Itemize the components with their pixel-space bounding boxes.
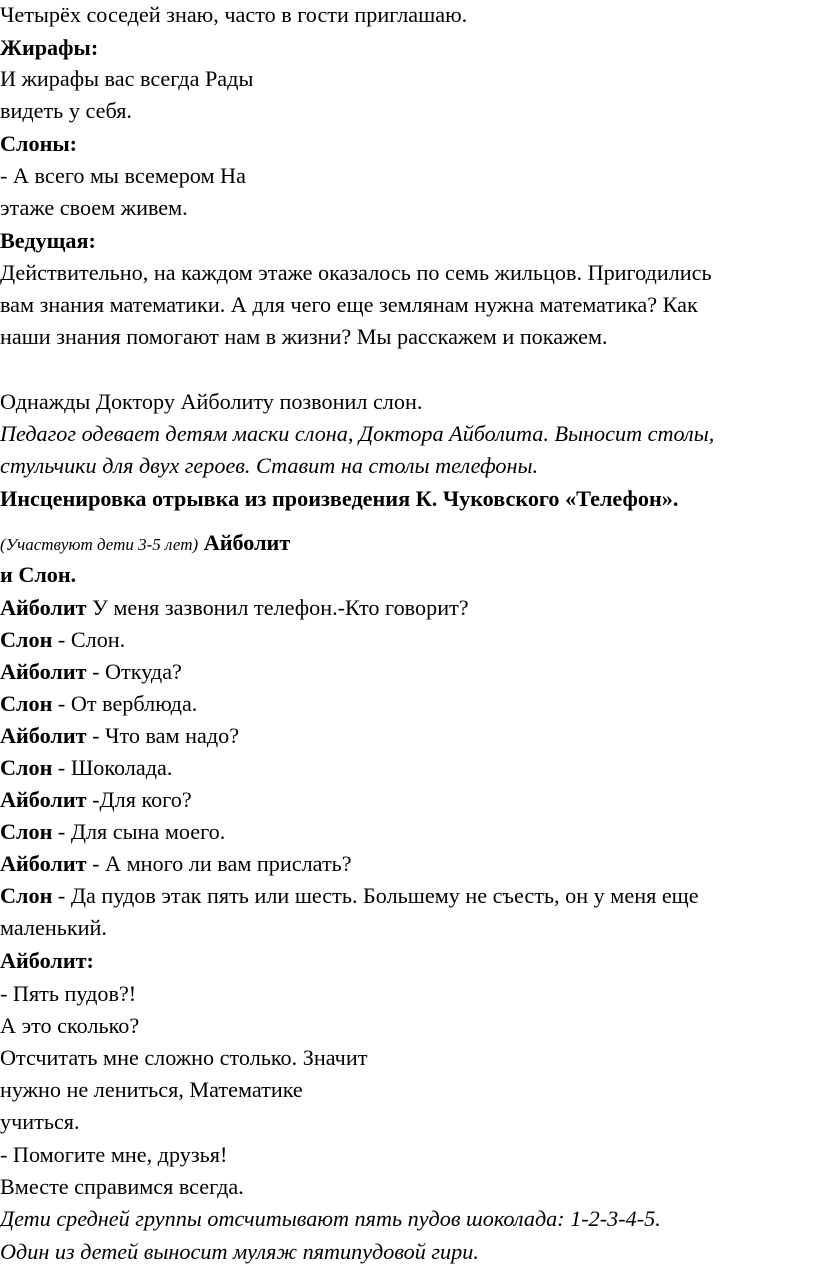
speaker-heading-host: Ведущая: <box>0 228 96 253</box>
text-line: Вместе справимся всегда. <box>0 1174 244 1199</box>
dialogue-text: - Что вам надо? <box>86 723 240 748</box>
section-title: Инсценировка отрывка из произведения К. Чуковского «Телефон». <box>0 486 679 511</box>
speaker-name: Айболит <box>0 723 87 748</box>
speaker-heading-elephants: Слоны: <box>0 131 78 156</box>
text-line: Четырёх соседей знаю, часто в гости приглашаю. <box>0 2 468 27</box>
dialogue-text: - Шоколада. <box>52 755 173 780</box>
text-line: нужно не лениться, Математике <box>0 1077 303 1102</box>
stage-direction: Один из детей выносит муляж пятипудовой гири. <box>0 1239 479 1264</box>
dialogue-text: - Да пудов этак пять или шесть. Большему не съесть, он у меня еще <box>52 883 699 908</box>
text-line: - Помогите мне, друзья! <box>0 1142 228 1167</box>
speaker-name: Айболит <box>0 851 87 876</box>
dialogue-text: - Слон. <box>52 627 126 652</box>
participants-note: (Участвуют дети 3-5 лет) <box>0 535 199 554</box>
dialogue-line <box>0 785 192 815</box>
participant-name: Айболит <box>203 530 291 555</box>
text-line: наши знания помогают нам в жизни? Мы расскажем и покажем. <box>0 324 608 349</box>
speaker-name: Айболит <box>0 595 87 620</box>
stage-direction: Педагог одевает детям маски слона, Доктора Айболита. Выносит столы, <box>0 421 715 446</box>
speaker-heading-giraffes: Жирафы: <box>0 35 99 60</box>
dialogue-line <box>0 881 699 911</box>
text-line: - А всего мы всемером На <box>0 163 246 188</box>
dialogue-line <box>0 753 172 783</box>
speaker-name: Айболит <box>0 659 87 684</box>
speaker-name: Айболит <box>0 787 87 812</box>
speaker-name: Слон <box>0 819 53 844</box>
text-line: этаже своем живем. <box>0 195 188 220</box>
participant-name: и Слон. <box>0 562 77 587</box>
dialogue-line <box>0 849 352 879</box>
speaker-name: Слон <box>0 883 53 908</box>
stage-direction: Дети средней группы отсчитывают пять пудов шоколада: 1-2-3-4-5. <box>0 1206 661 1231</box>
speaker-name: Слон <box>0 691 53 716</box>
dialogue-line <box>0 721 239 751</box>
speaker-name: Слон <box>0 755 53 780</box>
dialogue-text: - Для сына моего. <box>52 819 226 844</box>
dialogue-text: У меня зазвонил телефон.-Кто говорит? <box>86 595 469 620</box>
text-line: И жирафы вас всегда Рады <box>0 66 254 91</box>
text-line: - Пять пудов?! <box>0 981 137 1006</box>
text-line: учиться. <box>0 1109 80 1134</box>
speaker-name: Слон <box>0 627 53 652</box>
text-line: вам знания математики. А для чего еще землянам нужна математика? Как <box>0 292 698 317</box>
text-line: видеть у себя. <box>0 98 132 123</box>
dialogue-text: - Откуда? <box>86 659 182 684</box>
text-line: Однажды Доктору Айболиту позвонил слон. <box>0 389 423 414</box>
dialogue-line <box>0 625 125 655</box>
dialogue-line <box>0 593 469 623</box>
dialogue-line <box>0 817 225 847</box>
stage-direction: стульчики для двух героев. Ставит на столы телефоны. <box>0 453 539 478</box>
text-line: А это сколько? <box>0 1013 140 1038</box>
dialogue-text: - А много ли вам прислать? <box>86 851 352 876</box>
dialogue-line <box>0 689 197 719</box>
text-line: маленький. <box>0 915 107 940</box>
dialogue-text: -Для кого? <box>86 787 192 812</box>
text-line: Действительно, на каждом этаже оказалось по семь жильцов. Пригодились <box>0 260 712 285</box>
dialogue-text: - От верблюда. <box>52 691 198 716</box>
text-line: Отсчитать мне сложно столько. Значит <box>0 1045 368 1070</box>
speaker-heading-aibolit: Айболит: <box>0 948 94 973</box>
dialogue-line <box>0 657 182 687</box>
participants-line <box>0 528 290 560</box>
